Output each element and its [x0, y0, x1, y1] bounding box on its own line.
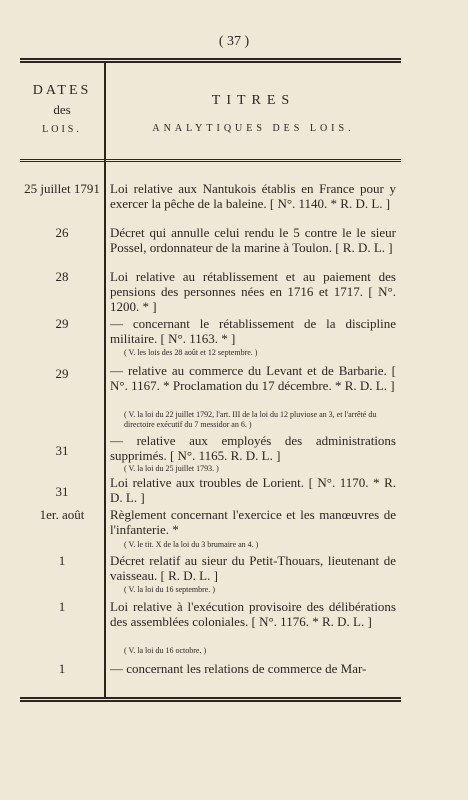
- titres-header-title: TITRES: [211, 93, 296, 108]
- law-note: ( V. la loi du 16 septembre. ): [124, 585, 216, 594]
- law-title: Loi relative à l'exécution provisoire des délibérations des assemblées coloniales. [ N°. 1176. * R. D. L. ]: [110, 599, 396, 629]
- law-title: Loi relative aux troubles de Lorient. [ N°. 1170. * R. D. L. ]: [110, 475, 396, 505]
- law-title: Décret relatif au sieur du Petit-Thouars, lieutenant de vaisseau. [ R. D. L. ]: [110, 553, 396, 583]
- law-date: 28: [55, 269, 69, 284]
- law-note: ( V. la loi du 22 juillet 1792, l'art. III de la loi du 12 pluviose an 3, et l'arrêté du directoire exécutif du 7 messidor an 6. ): [124, 410, 377, 429]
- law-title: — relative au commerce du Levant et de Barbarie. [ N°. 1167. * Proclamation du 17 décembre. * R. D. L. ]: [110, 363, 396, 393]
- law-title: Loi relative aux Nantukois établis en France pour y exercer la pêche de la baleine. [ N°. 1140. * R. D. L. ]: [110, 181, 396, 211]
- dates-header-lois: LOIS.: [42, 124, 82, 135]
- laws-table: [20, 58, 401, 702]
- law-title: Règlement concernant l'exercice et les manœuvres de l'infanterie. *: [110, 507, 396, 537]
- law-title: — concernant le rétablissement de la discipline militaire. [ N°. 1163. * ]: [110, 316, 396, 346]
- law-date: 31: [55, 443, 69, 458]
- law-note: ( V. les lois des 28 août et 12 septembre. ): [124, 348, 258, 357]
- law-date: 1: [58, 661, 66, 676]
- law-title: — relative aux employés des administrations supprimés. [ N°. 1165. R. D. L. ]: [110, 433, 396, 463]
- law-date: 29: [55, 366, 69, 381]
- law-note: ( V. la loi du 16 octobre. ): [124, 646, 207, 655]
- dates-header-title: DATES: [32, 83, 92, 98]
- law-date: 25 juillet 1791: [24, 181, 100, 196]
- law-date: 1: [58, 599, 66, 614]
- header-divider: [20, 159, 401, 162]
- law-title: Décret qui annulle celui rendu le 5 contre le le sieur Possel, ordonnateur de la marine à Toulon. [ R. D. L. ]: [110, 225, 396, 255]
- law-note: ( V. le tit. X de la loi du 3 brumaire an 4. ): [124, 540, 259, 549]
- law-date: 1: [58, 553, 66, 568]
- titres-column-header: [106, 93, 401, 134]
- page-number: ( 37 ): [218, 34, 250, 49]
- titres-header-subtitle: ANALYTIQUES DES LOIS.: [152, 123, 355, 134]
- law-date: 26: [55, 225, 69, 240]
- law-date: 1er. août: [39, 507, 85, 522]
- law-title: Loi relative au rétablissement et au paiement des pensions des personnes nées en 1716 et 1717. [ N°. 1200. * ]: [110, 269, 396, 314]
- law-date: 29: [55, 316, 69, 331]
- law-note: ( V. la loi du 25 juillet 1793. ): [124, 464, 219, 473]
- law-date: 31: [55, 484, 69, 499]
- dates-header-des: des: [53, 102, 71, 117]
- law-title: — concernant les relations de commerce de Mar-: [110, 661, 367, 676]
- dates-column-header: [20, 83, 104, 135]
